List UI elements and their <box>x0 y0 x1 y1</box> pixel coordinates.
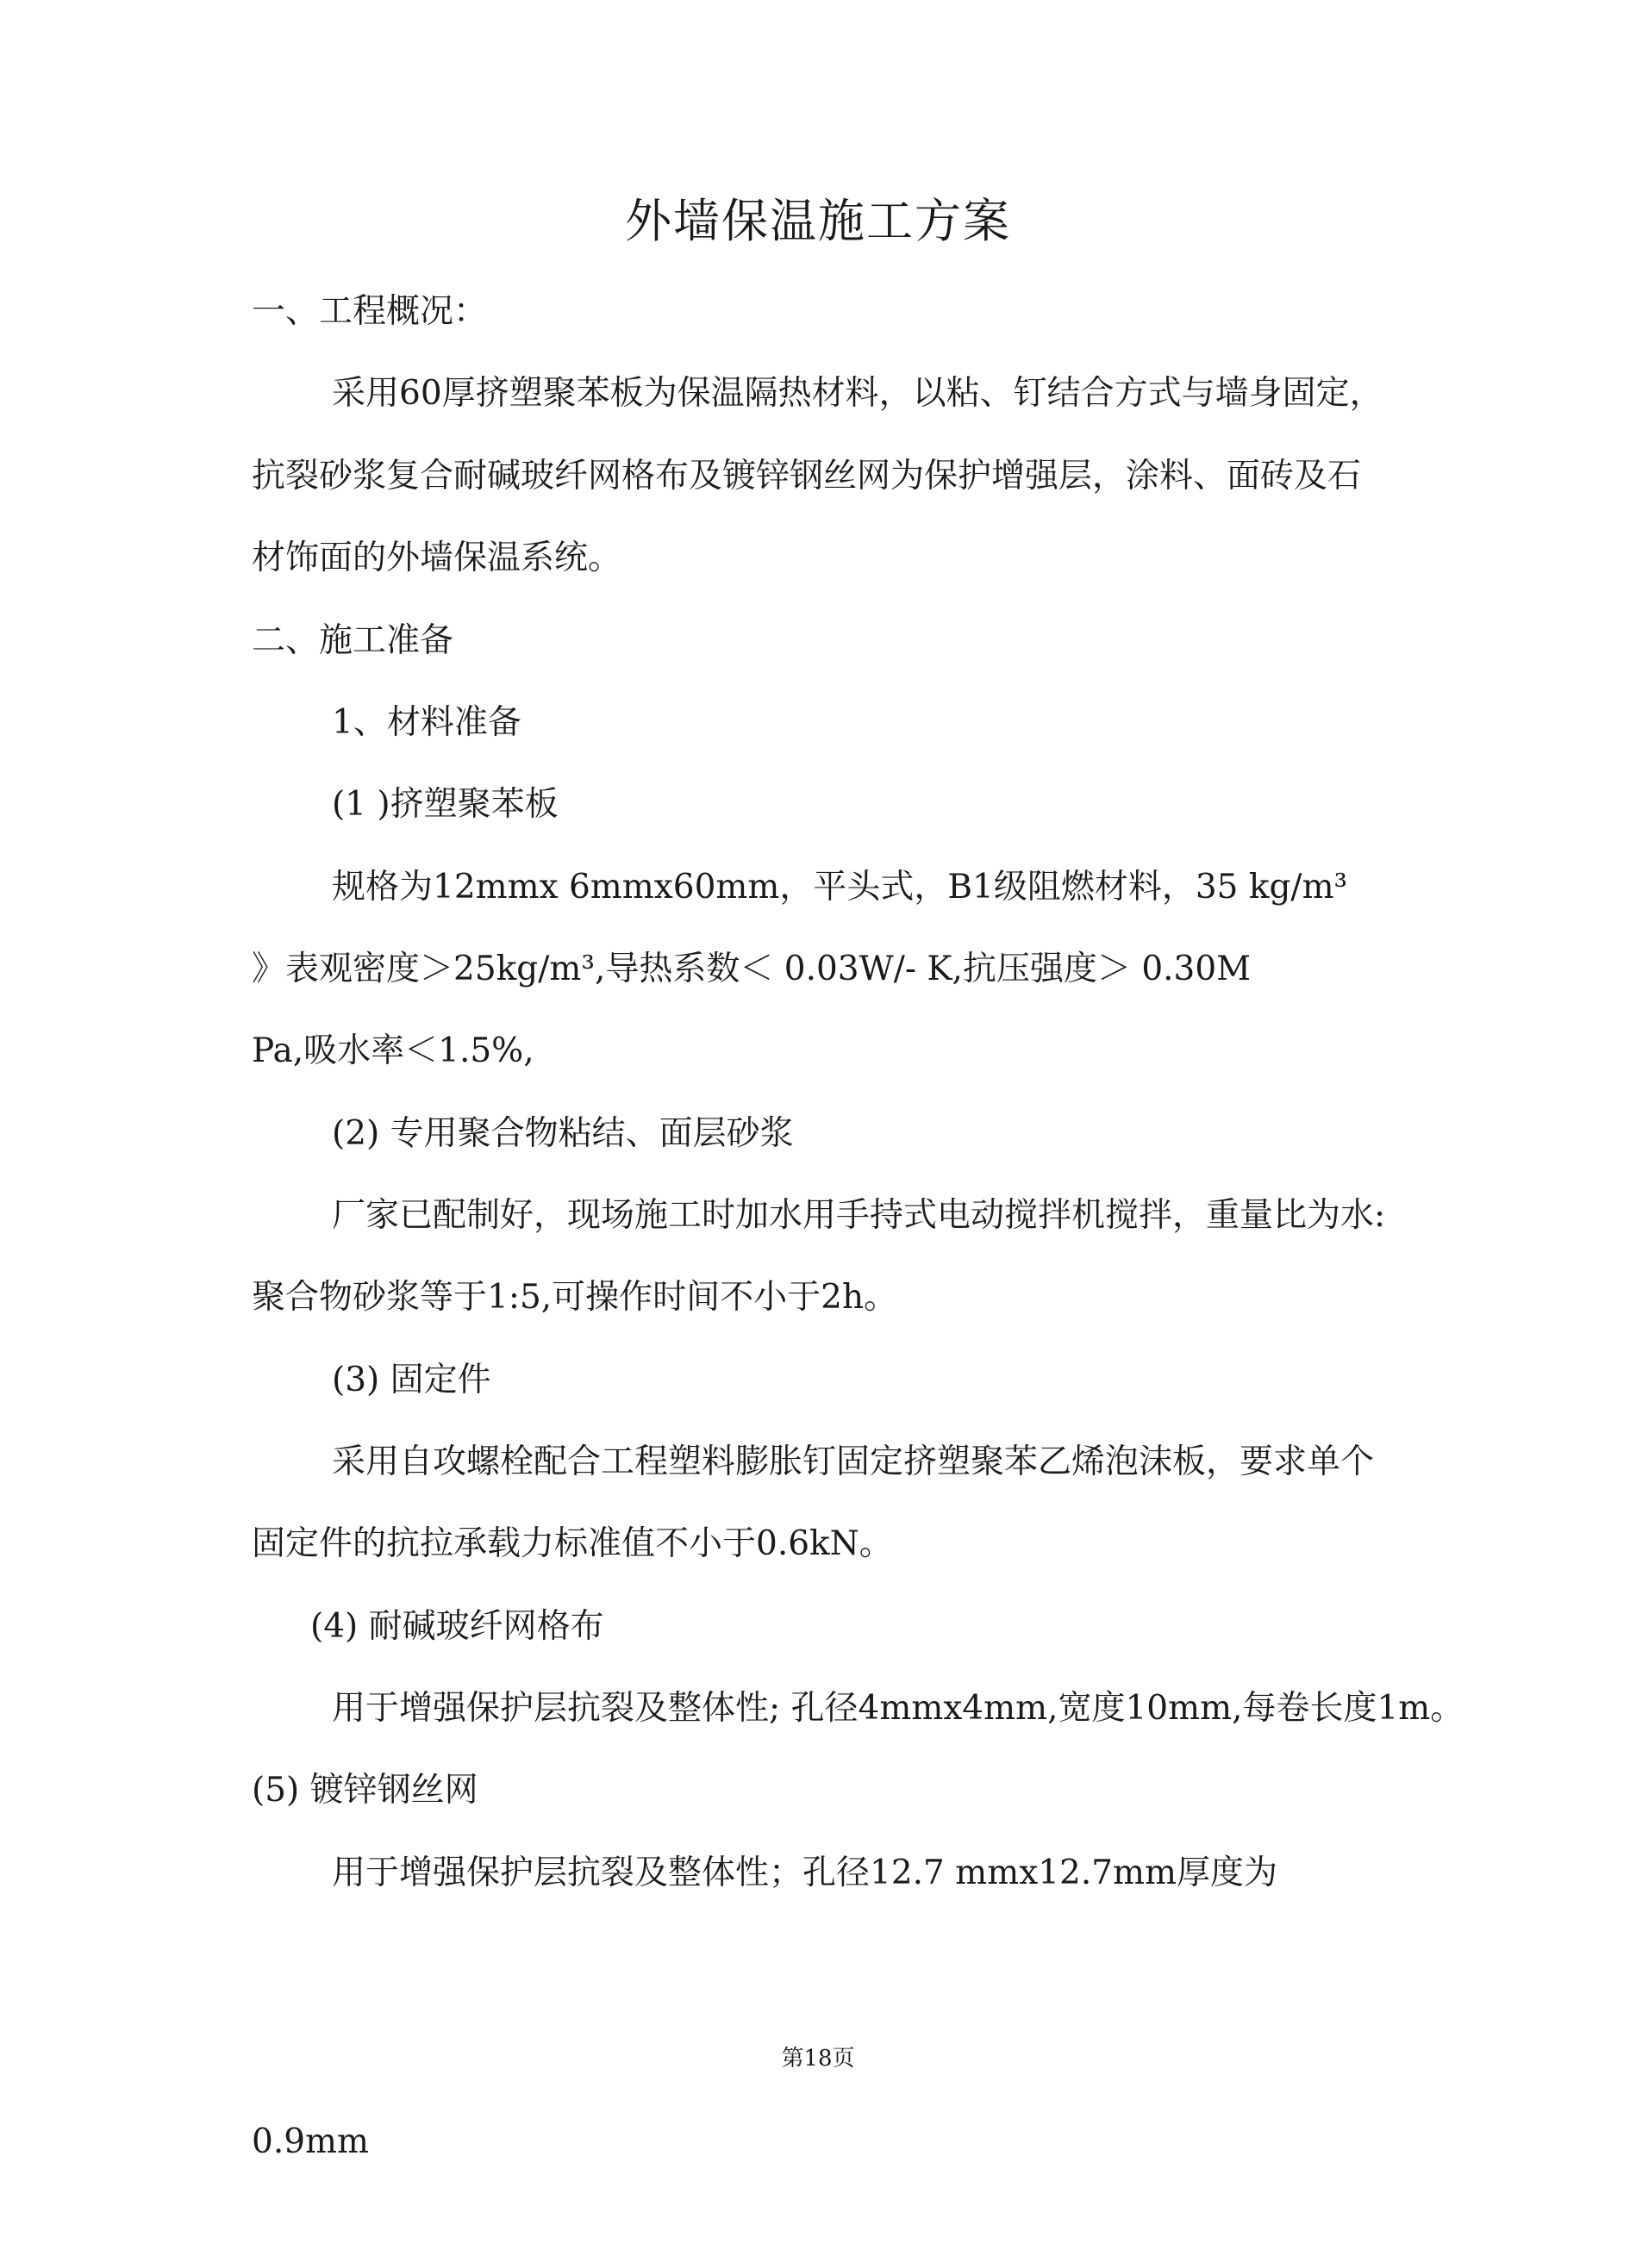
paragraph-line: 聚合物砂浆等于1:5,可操作时间不小于2h。 <box>252 1278 898 1317</box>
paragraph-line: 采用自攻螺栓配合工程塑料膨胀钉固定挤塑聚苯乙烯泡沫板，要求单个 <box>332 1442 1375 1481</box>
subsection-heading: 1、材料准备 <box>332 703 521 742</box>
paragraph-line: 用于增强保护层抗裂及整体性; 孔径4mmx4mm,宽度10mm,每卷长度1m。 <box>332 1689 1464 1728</box>
paragraph-line: 0.9mm <box>252 2122 369 2161</box>
paragraph-line: 用于增强保护层抗裂及整体性；孔径12.7 mmx12.7mm厚度为 <box>332 1854 1277 1892</box>
section-heading: 一、工程概况： <box>252 292 488 331</box>
item-heading: (3) 固定件 <box>332 1361 491 1399</box>
paragraph-line: 固定件的抗拉承载力标准值不小于0.6kN。 <box>252 1524 893 1563</box>
page-number: 第18页 <box>781 2046 855 2072</box>
item-heading: (4) 耐碱玻纤网格布 <box>310 1607 604 1646</box>
paragraph-line: Pa,吸水率＜1.5%, <box>252 1031 534 1070</box>
paragraph-line: 》表观密度＞25kg/m³,导热系数＜ 0.03W/- K,抗压强度＞ 0.30M <box>252 950 1252 988</box>
item-heading: (2) 专用聚合物粘结、面层砂浆 <box>332 1114 794 1153</box>
paragraph-line: 采用60厚挤塑聚苯板为保温隔热材料，以粘、钉结合方式与墙身固定， <box>332 374 1383 413</box>
paragraph-line: 材饰面的外墙保温系统。 <box>252 539 622 577</box>
paragraph-line: 抗裂砂浆复合耐碱玻纤网格布及镀锌钢丝网为保护增强层，涂料、面砖及石 <box>252 457 1362 495</box>
item-heading: (5) 镀锌钢丝网 <box>252 1771 478 1810</box>
page-title: 外墙保温施工方案 <box>625 194 1011 248</box>
section-heading: 二、施工准备 <box>252 621 454 660</box>
paragraph-line: 规格为12mmx 6mmx60mm，平头式，B1级阻燃材料，35 kg/m³ <box>332 868 1348 907</box>
paragraph-line: 厂家已配制好，现场施工时加水用手持式电动搅拌机搅拌，重量比为水: <box>332 1196 1386 1235</box>
item-heading: (1 )挤塑聚苯板 <box>332 785 559 824</box>
